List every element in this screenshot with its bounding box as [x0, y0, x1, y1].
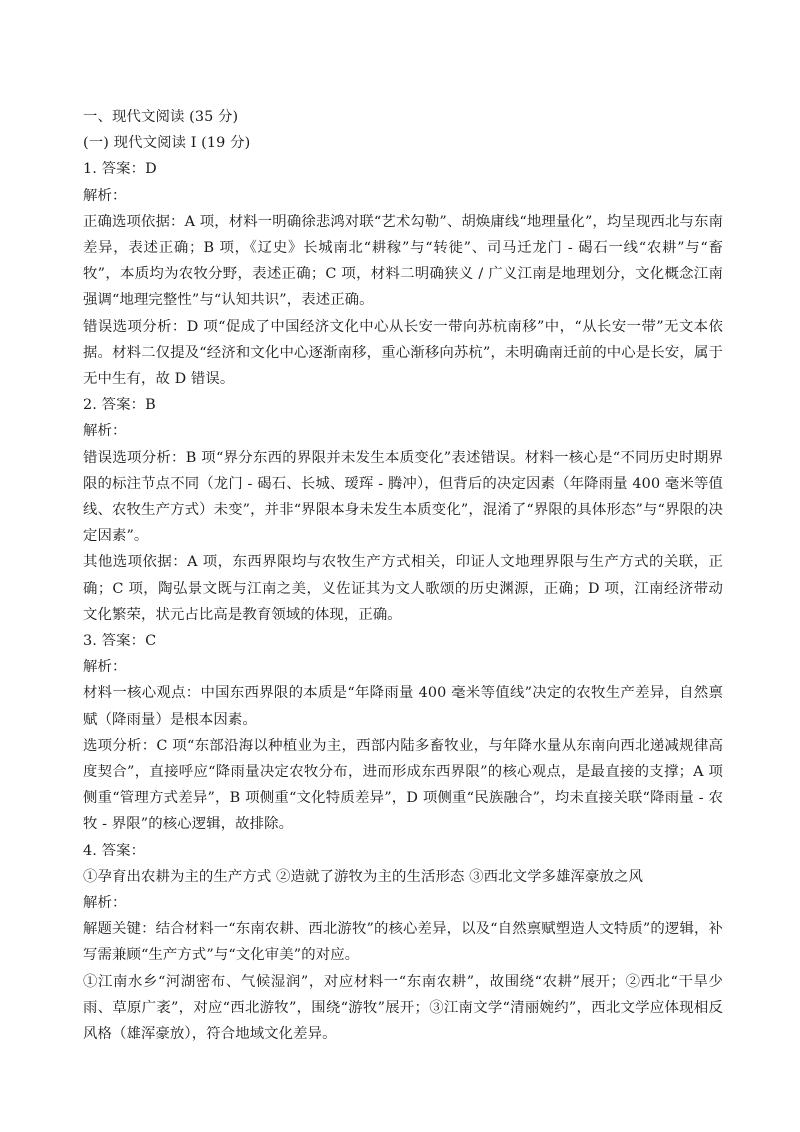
q1-error-analysis: 错误选项分析：D 项“促成了中国经济文化中心从长安一带向苏杭南移”中，“从长安一带”无文本依据。材料二仅提及“经济和文化中心逐渐南移，重心渐移向苏杭”，未明确南迁前的中心是长安，属于无中生有，故 D 错误。	[83, 318, 723, 387]
q1-correct-basis: 正确选项依据：A 项，材料一明确徐悲鸿对联“艺术勾勒”、胡焕庸线“地理量化”，均呈现西北与东南差异，表述正确；B 项，《辽史》长城南北“耕稼”与“转徙”、司马迁龙门 - 碣石一线“农耕”与“畜牧”，本质均为农牧分野，表述正确；C 项，材料二明确狭义 / 广义江南是地理划分，文化概念江南强调“地理完整性”与“认知共识”，表述正确。	[83, 213, 723, 309]
section-title: 一、现代文阅读 (35 分)	[83, 109, 239, 125]
q4-answer-detail: ①孕育出农耕为主的生产方式 ②造就了游牧为主的生活形态 ③西北文学多雄浑豪放之风	[83, 868, 643, 885]
q4-answer: 4. 答案：	[83, 842, 146, 859]
q2-analysis-label: 解析：	[83, 423, 127, 440]
q4-detail: ①江南水乡“河湖密布、气候湿润”，对应材料一“东南农耕”，故围绕“农耕”展开；②西北“干旱少雨、草原广袤”，对应“西北游牧”，围绕“游牧”展开；③江南文学“清丽婉约”，西北文学应体现相反风格（雄浑豪放），符合地域文化差异。	[83, 973, 723, 1042]
q3-core-view: 材料一核心观点：中国东西界限的本质是“年降雨量 400 毫米等值线”决定的农牧生产差异，自然禀赋（降雨量）是根本因素。	[83, 685, 723, 728]
q4-analysis-label: 解析：	[83, 894, 127, 911]
q3-answer: 3. 答案：C	[83, 632, 157, 649]
answer-content	[83, 104, 723, 1047]
q4-key: 解题关键：结合材料一“东南农耕、西北游牧”的核心差异，以及“自然禀赋塑造人文特质”的逻辑，补写需兼顾“生产方式”与“文化审美”的对应。	[83, 921, 723, 964]
q3-option-analysis: 选项分析：C 项“东部沿海以种植业为主，西部内陆多畜牧业，与年降水量从东南向西北递减规律高度契合”，直接呼应“降雨量决定农牧分布，进而形成东西界限”的核心观点，是最直接的支撑；A 项侧重“管理方式差异”，B 项侧重“文化特质差异”，D 项侧重“民族融合”，均未直接关联“降雨量 - 农牧 - 界限”的核心逻辑，故排除。	[83, 737, 723, 833]
q1-answer: 1. 答案：D	[83, 161, 157, 178]
q1-analysis-label: 解析：	[83, 187, 127, 204]
q2-answer: 2. 答案：B	[83, 397, 156, 414]
q2-other-basis: 其他选项依据：A 项，东西界限均与农牧生产方式相关，印证人文地理界限与生产方式的关联，正确；C 项，陶弘景文既与江南之美，义佐证其为文人歌颂的历史渊源，正确；D 项，江南经济带动文化繁荣，状元占比高是教育领域的体现，正确。	[83, 554, 723, 623]
subsection-title: (一) 现代文阅读 I (19 分)	[83, 135, 251, 152]
q2-error-analysis: 错误选项分析：B 项“界分东西的界限并未发生本质变化”表述错误。材料一核心是“不同历史时期界限的标注节点不同（龙门 - 碣石、长城、瑷珲 - 腾冲），但背后的决定因素（年降雨量 400 毫米等值线、农牧生产方式）未变”，并非“界限本身未发生本质变化”，混淆了“界限的具体形态”与“界限的决定因素”。	[83, 449, 723, 545]
q3-analysis-label: 解析：	[83, 659, 127, 676]
